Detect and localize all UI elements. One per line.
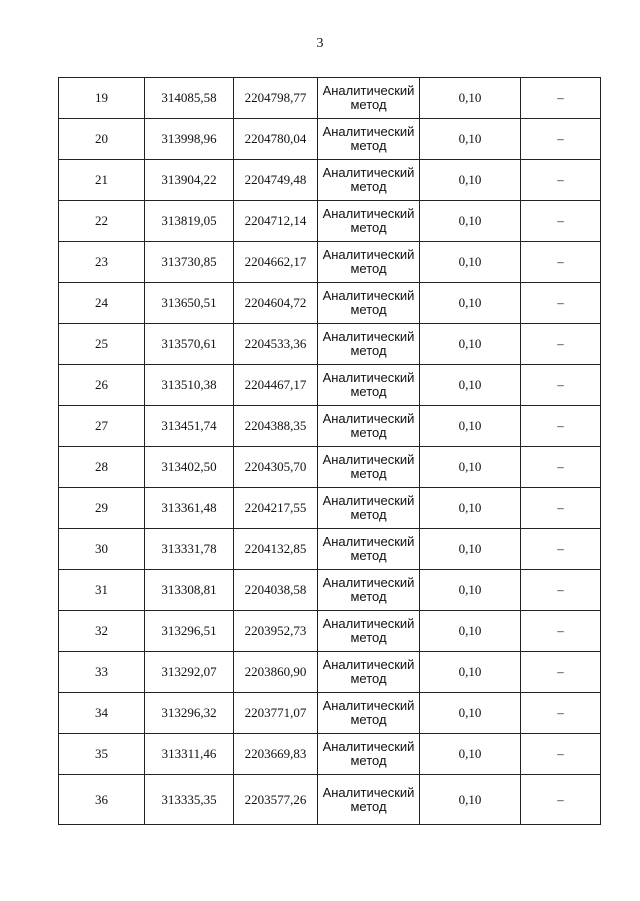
y-coordinate-cell: 2203669,83 <box>234 734 318 775</box>
table-row <box>59 570 601 611</box>
point-number-cell: 25 <box>59 324 145 365</box>
method-text: метод <box>350 425 387 440</box>
note-cell: – <box>521 365 601 406</box>
method-text: метод <box>350 548 387 563</box>
x-coordinate-cell: 313335,35 <box>145 775 234 825</box>
method-text: метод <box>350 671 387 686</box>
method-text: метод <box>350 302 387 317</box>
y-coordinate-cell: 2203771,07 <box>234 693 318 734</box>
x-coordinate-cell: 313402,50 <box>145 447 234 488</box>
x-coordinate-cell: 313998,96 <box>145 119 234 160</box>
point-number-cell: 22 <box>59 201 145 242</box>
method-text: метод <box>350 589 387 604</box>
point-number-cell: 27 <box>59 406 145 447</box>
accuracy-cell: 0,10 <box>420 78 521 119</box>
accuracy-cell: 0,10 <box>420 488 521 529</box>
note-cell: – <box>521 652 601 693</box>
method-cell <box>318 488 420 529</box>
method-text: Аналитический <box>322 739 415 754</box>
note-cell: – <box>521 201 601 242</box>
note-cell: – <box>521 775 601 825</box>
accuracy-cell: 0,10 <box>420 406 521 447</box>
point-number-cell: 34 <box>59 693 145 734</box>
point-number-cell: 29 <box>59 488 145 529</box>
note-cell: – <box>521 734 601 775</box>
x-coordinate-cell: 313650,51 <box>145 283 234 324</box>
point-number-cell: 35 <box>59 734 145 775</box>
table-row <box>59 529 601 570</box>
y-coordinate-cell: 2204533,36 <box>234 324 318 365</box>
method-text: Аналитический <box>322 575 415 590</box>
method-text: Аналитический <box>322 206 415 221</box>
x-coordinate-cell: 314085,58 <box>145 78 234 119</box>
table-row <box>59 78 601 119</box>
y-coordinate-cell: 2203860,90 <box>234 652 318 693</box>
coordinates-table <box>58 77 601 825</box>
note-cell: – <box>521 283 601 324</box>
accuracy-cell: 0,10 <box>420 447 521 488</box>
table-row <box>59 160 601 201</box>
method-text: Аналитический <box>322 616 415 631</box>
note-cell: – <box>521 324 601 365</box>
x-coordinate-cell: 313570,61 <box>145 324 234 365</box>
y-coordinate-cell: 2204038,58 <box>234 570 318 611</box>
table-row <box>59 365 601 406</box>
accuracy-cell: 0,10 <box>420 324 521 365</box>
point-number-cell: 33 <box>59 652 145 693</box>
note-cell: – <box>521 119 601 160</box>
table-row <box>59 324 601 365</box>
x-coordinate-cell: 313730,85 <box>145 242 234 283</box>
point-number-cell: 24 <box>59 283 145 324</box>
point-number-cell: 28 <box>59 447 145 488</box>
page-number: 3 <box>316 36 324 51</box>
method-text: метод <box>350 384 387 399</box>
x-coordinate-cell: 313296,32 <box>145 693 234 734</box>
y-coordinate-cell: 2204132,85 <box>234 529 318 570</box>
method-text: метод <box>350 712 387 727</box>
note-cell: – <box>521 447 601 488</box>
accuracy-cell: 0,10 <box>420 693 521 734</box>
accuracy-cell: 0,10 <box>420 283 521 324</box>
note-cell: – <box>521 529 601 570</box>
note-cell: – <box>521 693 601 734</box>
note-cell: – <box>521 488 601 529</box>
method-text: Аналитический <box>322 165 415 180</box>
method-cell <box>318 734 420 775</box>
point-number-cell: 21 <box>59 160 145 201</box>
x-coordinate-cell: 313308,81 <box>145 570 234 611</box>
method-text: метод <box>350 179 387 194</box>
x-coordinate-cell: 313296,51 <box>145 611 234 652</box>
accuracy-cell: 0,10 <box>420 365 521 406</box>
x-coordinate-cell: 313819,05 <box>145 201 234 242</box>
y-coordinate-cell: 2204388,35 <box>234 406 318 447</box>
y-coordinate-cell: 2204662,17 <box>234 242 318 283</box>
table-row <box>59 611 601 652</box>
method-cell <box>318 242 420 283</box>
method-text: метод <box>350 343 387 358</box>
accuracy-cell: 0,10 <box>420 201 521 242</box>
y-coordinate-cell: 2204217,55 <box>234 488 318 529</box>
note-cell: – <box>521 160 601 201</box>
method-text: Аналитический <box>322 83 415 98</box>
method-cell <box>318 365 420 406</box>
method-cell <box>318 447 420 488</box>
x-coordinate-cell: 313361,48 <box>145 488 234 529</box>
method-text: Аналитический <box>322 452 415 467</box>
method-text: Аналитический <box>322 493 415 508</box>
point-number-cell: 26 <box>59 365 145 406</box>
y-coordinate-cell: 2204305,70 <box>234 447 318 488</box>
method-cell <box>318 652 420 693</box>
accuracy-cell: 0,10 <box>420 611 521 652</box>
method-text: Аналитический <box>322 784 415 800</box>
method-cell <box>318 406 420 447</box>
method-cell <box>318 201 420 242</box>
method-text: Аналитический <box>322 411 415 426</box>
table-row <box>59 406 601 447</box>
method-text: Аналитический <box>322 247 415 262</box>
method-cell <box>318 693 420 734</box>
method-text: Аналитический <box>322 370 415 385</box>
y-coordinate-cell: 2204798,77 <box>234 78 318 119</box>
point-number-cell: 30 <box>59 529 145 570</box>
method-text: Аналитический <box>322 657 415 672</box>
method-cell <box>318 570 420 611</box>
x-coordinate-cell: 313292,07 <box>145 652 234 693</box>
accuracy-cell: 0,10 <box>420 652 521 693</box>
accuracy-cell: 0,10 <box>420 242 521 283</box>
method-text: Аналитический <box>322 329 415 344</box>
method-text: метод <box>350 507 387 522</box>
coordinates-table-body <box>59 78 601 825</box>
method-text: метод <box>350 466 387 481</box>
method-text: метод <box>350 220 387 235</box>
accuracy-cell: 0,10 <box>420 734 521 775</box>
note-cell: – <box>521 78 601 119</box>
method-text: метод <box>350 753 387 768</box>
method-cell <box>318 160 420 201</box>
accuracy-cell: 0,10 <box>420 529 521 570</box>
method-cell <box>318 529 420 570</box>
accuracy-cell: 0,10 <box>420 160 521 201</box>
accuracy-cell: 0,10 <box>420 119 521 160</box>
method-text: метод <box>350 138 387 153</box>
accuracy-cell: 0,10 <box>420 775 521 825</box>
method-cell <box>318 119 420 160</box>
note-cell: – <box>521 611 601 652</box>
method-cell <box>318 611 420 652</box>
method-cell <box>318 775 420 825</box>
method-text: метод <box>350 798 387 814</box>
method-cell <box>318 324 420 365</box>
note-cell: – <box>521 406 601 447</box>
table-row <box>59 488 601 529</box>
table-row <box>59 242 601 283</box>
point-number-cell: 23 <box>59 242 145 283</box>
method-text: Аналитический <box>322 288 415 303</box>
x-coordinate-cell: 313510,38 <box>145 365 234 406</box>
y-coordinate-cell: 2204780,04 <box>234 119 318 160</box>
method-text: метод <box>350 630 387 645</box>
table-row <box>59 119 601 160</box>
y-coordinate-cell: 2203952,73 <box>234 611 318 652</box>
method-cell <box>318 283 420 324</box>
x-coordinate-cell: 313311,46 <box>145 734 234 775</box>
accuracy-cell: 0,10 <box>420 570 521 611</box>
point-number-cell: 36 <box>59 775 145 825</box>
y-coordinate-cell: 2204712,14 <box>234 201 318 242</box>
note-cell: – <box>521 570 601 611</box>
x-coordinate-cell: 313451,74 <box>145 406 234 447</box>
table-row <box>59 734 601 775</box>
method-text: метод <box>350 261 387 276</box>
method-text: Аналитический <box>322 534 415 549</box>
table-row <box>59 775 601 825</box>
method-cell <box>318 78 420 119</box>
point-number-cell: 32 <box>59 611 145 652</box>
y-coordinate-cell: 2204467,17 <box>234 365 318 406</box>
x-coordinate-cell: 313904,22 <box>145 160 234 201</box>
method-text: Аналитический <box>322 124 415 139</box>
table-row <box>59 201 601 242</box>
y-coordinate-cell: 2203577,26 <box>234 775 318 825</box>
table-row <box>59 693 601 734</box>
point-number-cell: 20 <box>59 119 145 160</box>
point-number-cell: 19 <box>59 78 145 119</box>
table-row <box>59 652 601 693</box>
note-cell: – <box>521 242 601 283</box>
method-text: Аналитический <box>322 698 415 713</box>
y-coordinate-cell: 2204749,48 <box>234 160 318 201</box>
table-row <box>59 447 601 488</box>
y-coordinate-cell: 2204604,72 <box>234 283 318 324</box>
x-coordinate-cell: 313331,78 <box>145 529 234 570</box>
method-text: метод <box>350 97 387 112</box>
point-number-cell: 31 <box>59 570 145 611</box>
table-row <box>59 283 601 324</box>
